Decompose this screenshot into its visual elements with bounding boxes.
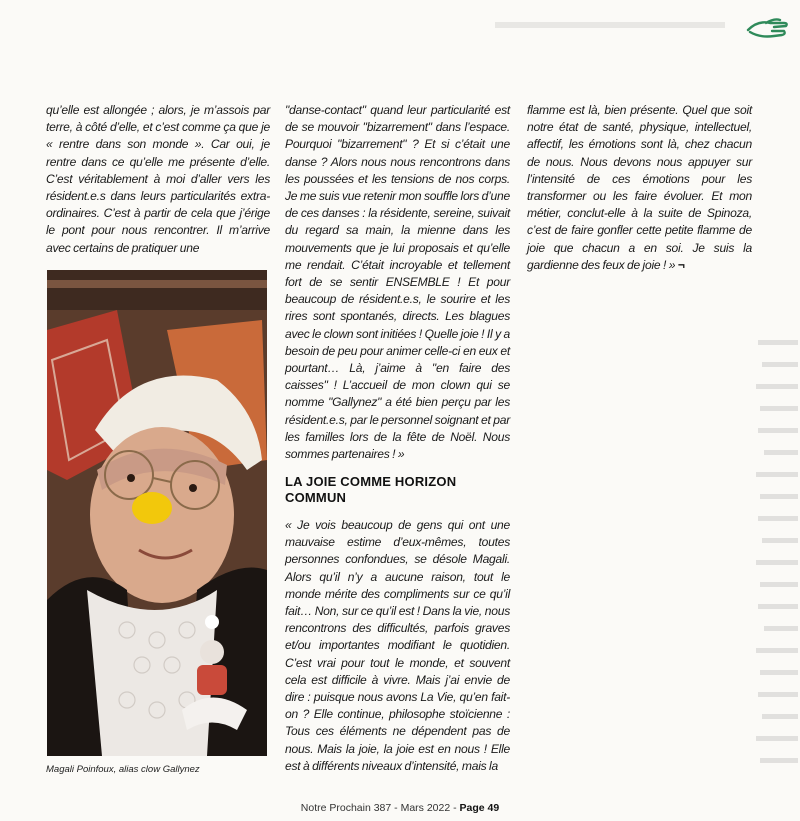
portrait-photo: [47, 270, 267, 756]
article-paragraph: qu’elle est allongée ; alors, je m’assois par terre, à côté d’elle, et c’est comme ça que je « rentre dans son monde ». Car oui, je rentre dans ce qu’elle me présente d’elle. C’est véritablement à moi d’aller vers les résident.e.s dans leurs particularités extra-ordinaires. C’est à partir de cela que j’érige le pont pour nous rencontrer. Il m’arrive avec certains de pratiquer une: [46, 103, 270, 255]
article-paragraph: "danse-contact" quand leur particularité est de se mouvoir "bizarrement" dans l’espace. Pourquoi "bizarrement" ? Et si c’était une danse ? Alors nous nous rencontrons dans les poussées et les tensions de nos corps. Je me suis vue retenir mon souffle lors d’une de ces danses : la résidente, sereine, suivait du regard sa main, la mienne dans les mouvements que je lui proposais et qu’elle me rendait. C’était incroyable et tellement fort de se sentir ENSEMBLE ! Et pour beaucoup de résident.e.s, le sourire et les rires sont spontanés, directs. Les blagues avec le clown sont initiées ! Quelle joie ! Il y a besoin de peu pour animer celle-ci en eux et pourtant… Là, j’aime à "en faire des caisses" ! L’accueil de mon clown qui se nomme "Gallynez" a été bien perçu par les résident.e.s, par le personnel soignant et par les familles lors de la fête de Noël. Nous sommes partenaires ! »: [285, 103, 510, 462]
bleed-through-text: [495, 18, 735, 32]
bleed-through-text: [752, 340, 800, 770]
clown-portrait-image: [47, 270, 267, 756]
article-column-2: [285, 102, 510, 463]
page-number: Page 49: [459, 802, 500, 814]
article-paragraph: « Je vois beaucoup de gens qui ont une mauvaise estime d’eux-mêmes, toutes personnes confondues, se désole Magali. Alors qu’il n’y a aucune raison, tout le monde mérite des compliments sur ce qu’il fait… Non, sur ce qu’il est ! Dans la vie, nous rencontrons des difficultés, parfois graves et/ou importantes modifiant le quotidien. C’est vrai pour tout le monde, et souvent cela est difficile à vivre. Mais j’ai envie de dire : puisque nous avons La Vie, qu’en fait-on ? Elle continue, philosophe stoïcienne : Tous ces éléments ne dépendent pas de nous. Mais la joie, la joie est en nous ! Elle est à différents niveaux d’intensité, mais la: [285, 518, 510, 773]
article-column-2-continued: [285, 517, 510, 775]
footer-publication: Notre Prochain 387 - Mars 2022 -: [300, 802, 460, 814]
article-column-1: [46, 102, 270, 257]
page-footer: [0, 802, 800, 814]
article-column-3: [527, 102, 752, 274]
hand-logo-icon: [744, 14, 790, 42]
photo-caption: Magali Poinfoux, alias clow Gallynez: [46, 764, 200, 775]
section-heading: LA JOIE COMME HORIZON COMMUN: [285, 474, 457, 505]
end-of-article-mark: ¬: [677, 257, 685, 272]
article-text: flamme est là, bien présente. Quel que soit notre état de santé, physique, intellectuel, affectif, les émotions sont là, chez chacun de nous. Nous devons nous appuyer sur l’intensité de ces émotions pour les transformer ou les faire évoluer. Et mon métier, conclut-elle à la suite de Spinoza, c’est de faire gonfler cette petite flamme de joie que chacun a en soi. Je suis la gardienne des feux de joie ! »: [527, 103, 752, 272]
article-paragraph: [527, 102, 752, 274]
